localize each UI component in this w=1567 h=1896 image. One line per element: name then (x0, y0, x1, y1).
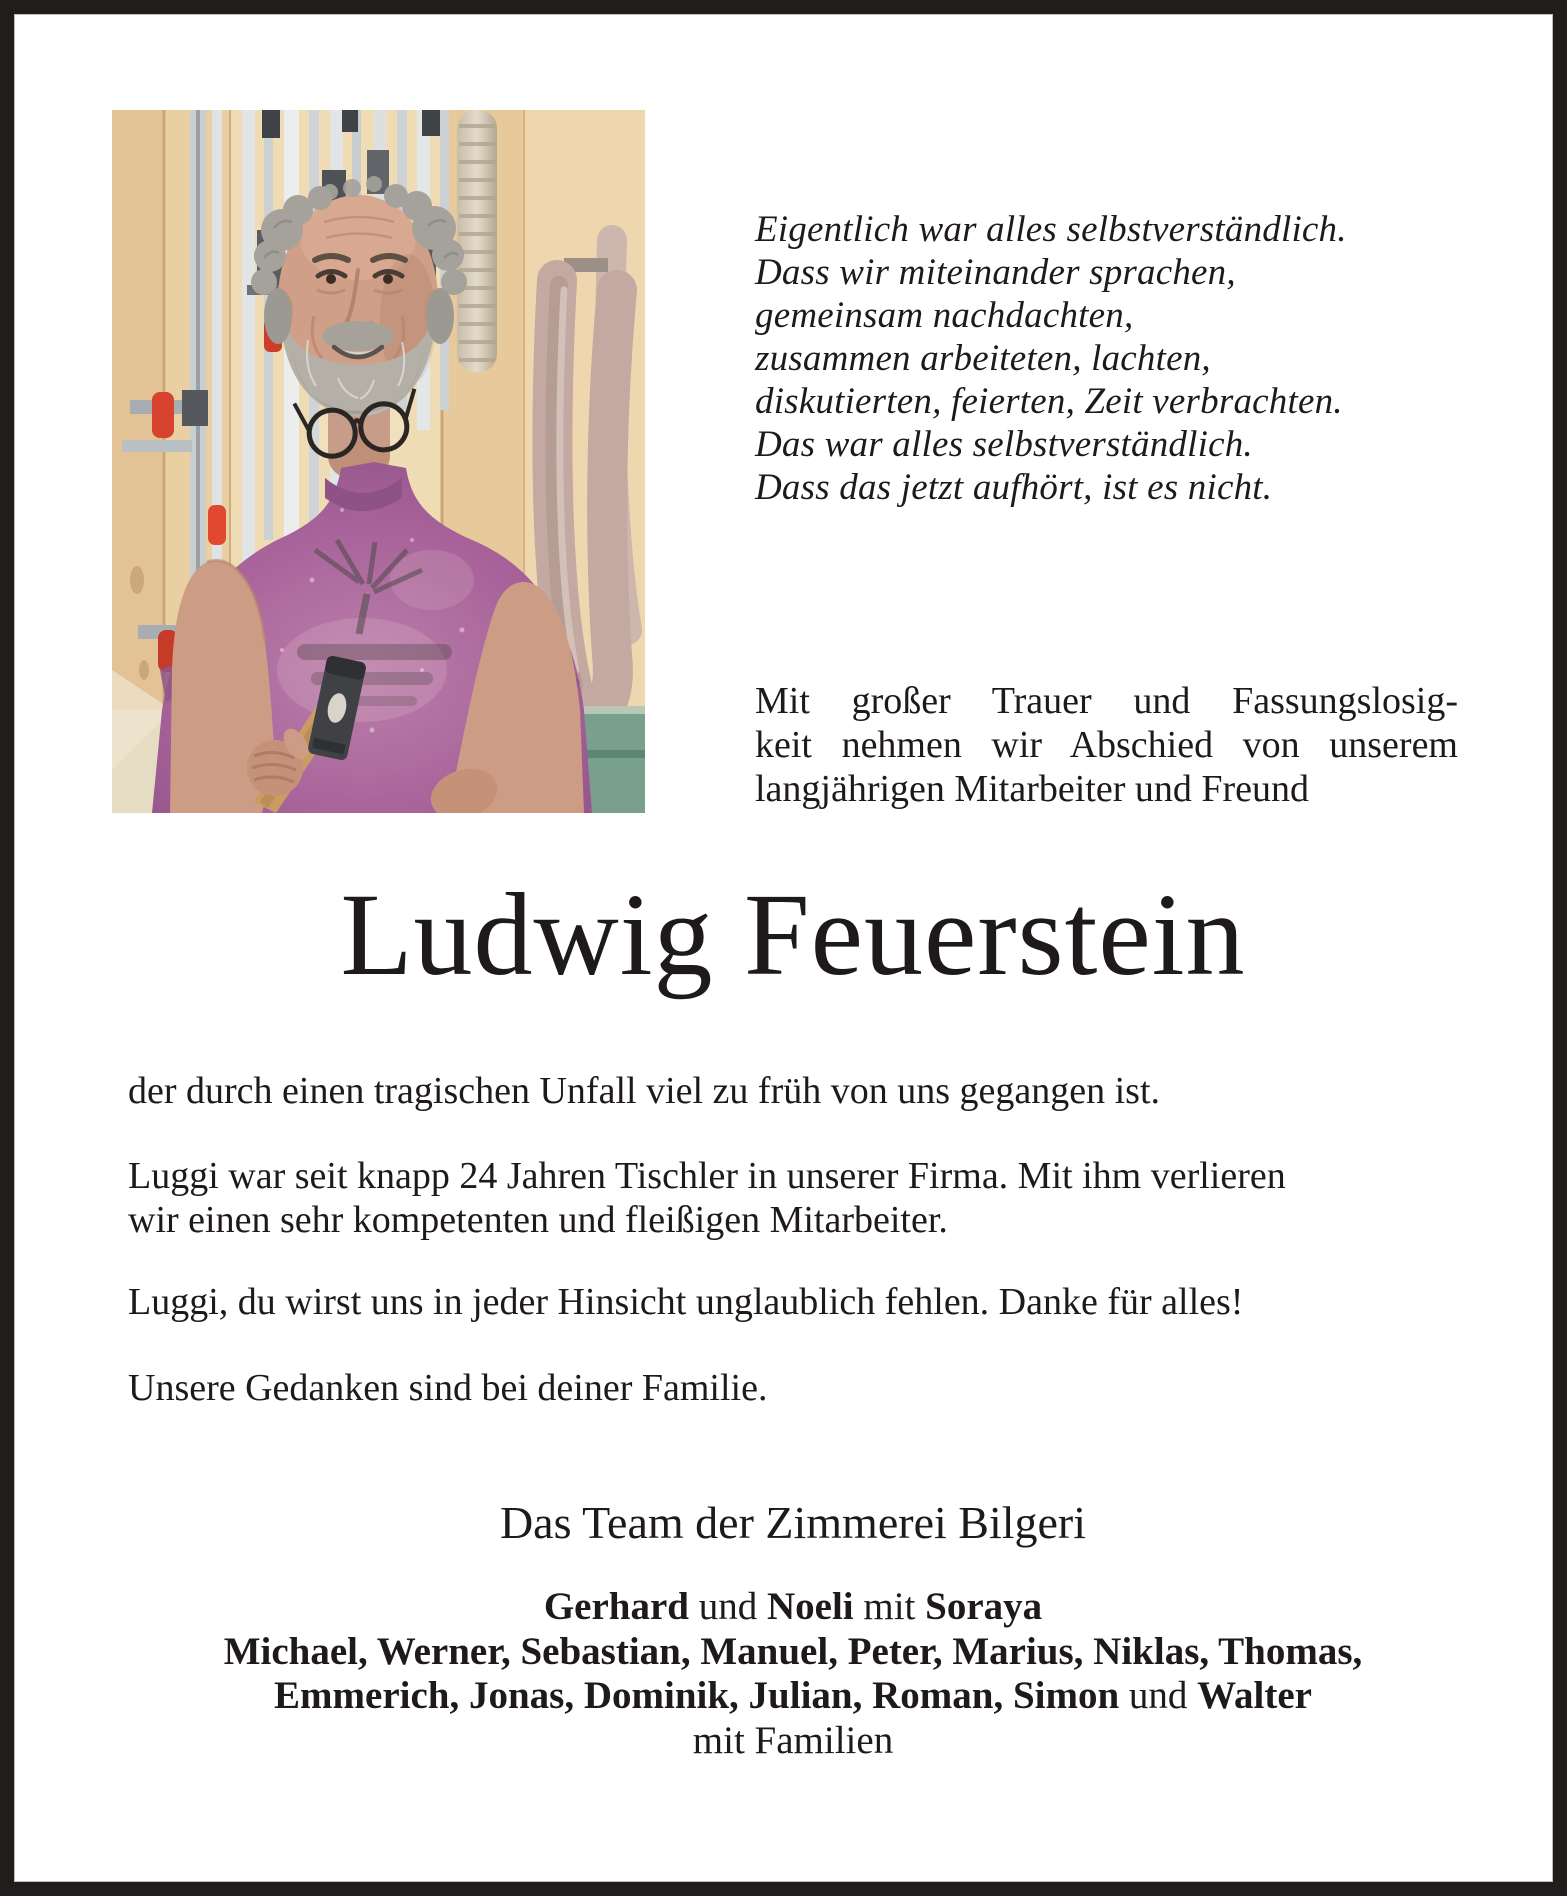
paragraph-thanks: Luggi, du wirst uns in jeder Hinsicht unglaublich fehlen. Danke für alles! (128, 1281, 1244, 1323)
content-column (128, 14, 1458, 1882)
memorial-poem: Eigentlich war alles selbstverständlich. Dass wir miteinander sprachen, gemeinsam nachdachten, zusammen arbeiteten, lachten, diskutierten, feierten, Zeit verbrachten. Das war alles selbstverständlich. Dass das jetzt aufhört, ist es nicht. (755, 209, 1347, 508)
paragraph-accident: der durch einen tragischen Unfall viel zu früh von uns gegangen ist. (128, 1070, 1161, 1112)
paragraph-condolence: Unsere Gedanken sind bei deiner Familie. (128, 1367, 768, 1409)
deceased-name: Ludwig Feuerstein (340, 869, 1246, 1000)
signature-names (128, 1585, 1458, 1763)
paragraph-career: Luggi war seit knapp 24 Jahren Tischler in unserer Firma. Mit ihm verlieren wir einen sehr kompetenten und fleißigen Mitarbeiter. (128, 1155, 1286, 1241)
signature-line-2: Michael, Werner, Sebastian, Manuel, Peter, Marius, Niklas, Thomas, (223, 1629, 1363, 1673)
signature-line-4: mit Familien (692, 1718, 894, 1762)
signature-line-1: Gerhard und Noeli mit Soraya (543, 1585, 1043, 1628)
team-line: Das Team der Zimmerei Bilgeri (499, 1497, 1087, 1548)
signature-line-3: Emmerich, Jonas, Dominik, Julian, Roman, Simon und Walter (274, 1674, 1312, 1717)
intro-text: Mit großer Trauer und Fassungslosig- keit nehmen wir Abschied von unserem langjährigen Mitarbeiter und Freund (755, 680, 1458, 810)
